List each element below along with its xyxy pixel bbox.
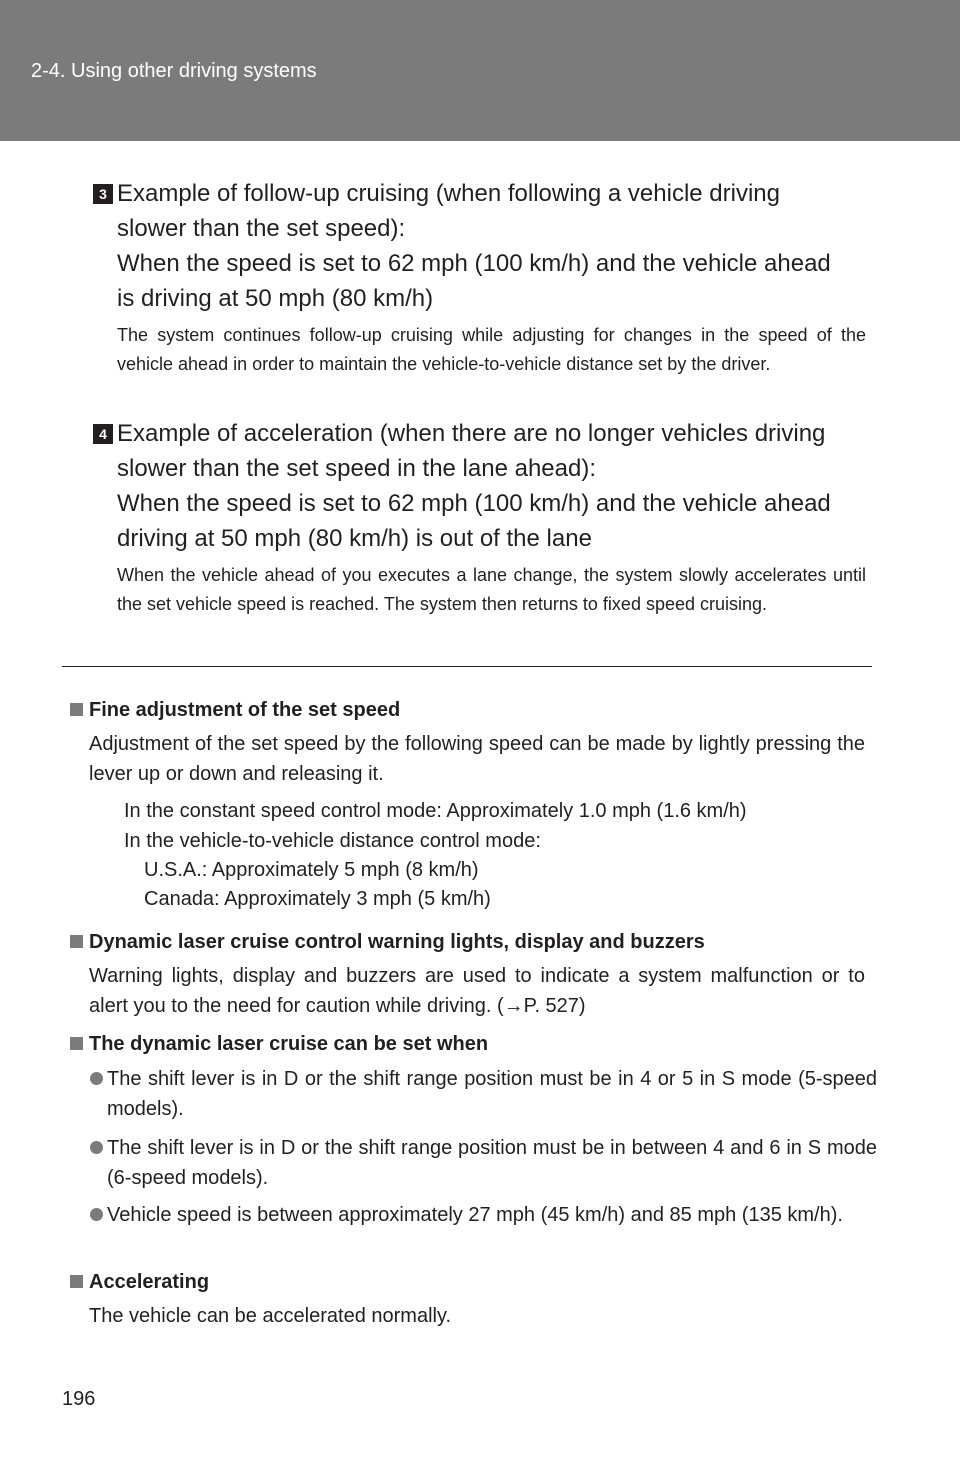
note-text: Warning lights, display and buzzers are used to indicate a system malfunction or to alert you to the need for caution while driving. (→P. 527)	[89, 965, 865, 1017]
example-acceleration	[117, 416, 866, 619]
page-number: 196	[62, 1388, 96, 1410]
distance-mode-label: In the vehicle-to-vehicle distance control mode:	[124, 830, 541, 852]
square-bullet-icon	[70, 703, 83, 716]
note-heading-text: The dynamic laser cruise can be set when	[89, 1033, 489, 1055]
example-description: The system continues follow-up cruising while adjusting for changes in the speed of the vehicle ahead in order to maintain the vehicle-to-vehicle distance set by the driver.	[117, 325, 866, 374]
example-title-line: When the speed is set to 62 mph (100 km/h) and the vehicle ahead	[117, 490, 831, 517]
note-heading	[70, 1269, 865, 1295]
square-bullet-icon	[70, 1275, 83, 1288]
constant-mode-value: In the constant speed control mode: Approximately 1.0 mph (1.6 km/h)	[124, 800, 747, 822]
note-warning-lights	[70, 929, 865, 1021]
circle-bullet-icon	[90, 1072, 103, 1085]
circle-bullet-icon	[90, 1141, 103, 1154]
square-bullet-icon	[70, 1037, 83, 1050]
note-heading-text: Fine adjustment of the set speed	[89, 699, 401, 721]
note-heading	[70, 929, 865, 955]
list-item-text: The shift lever is in D or the shift range position must be in between 4 and 6 in S mode (6-speed models).	[107, 1137, 877, 1189]
note-fine-adjustment	[70, 697, 865, 789]
step-badge-4: 4	[93, 424, 113, 444]
list-item	[90, 1064, 877, 1124]
step-badge-3: 3	[93, 184, 113, 204]
note-can-be-set	[70, 1031, 865, 1057]
circle-bullet-icon	[90, 1208, 103, 1221]
list-item-text: Vehicle speed is between approximately 27 mph (45 km/h) and 85 mph (135 km/h).	[107, 1204, 843, 1226]
page-header	[0, 0, 960, 141]
example-follow-up-cruising	[117, 176, 866, 379]
note-accelerating	[70, 1269, 865, 1331]
list-item	[90, 1200, 877, 1230]
example-title-line: slower than the set speed):	[117, 215, 406, 242]
example-title-line: When the speed is set to 62 mph (100 km/h) and the vehicle ahead	[117, 250, 831, 277]
example-title-line: Example of acceleration (when there are no longer vehicles driving	[117, 420, 826, 447]
usa-value: U.S.A.: Approximately 5 mph (8 km/h)	[144, 859, 479, 881]
example-title-line: Example of follow-up cruising (when following a vehicle driving	[117, 180, 780, 207]
note-text: Adjustment of the set speed by the following speed can be made by lightly pressing the lever up or down and releasing it.	[89, 733, 865, 785]
list-item	[90, 1133, 877, 1193]
note-heading-text: Dynamic laser cruise control warning lights, display and buzzers	[89, 931, 705, 953]
example-description: When the vehicle ahead of you executes a lane change, the system slowly accelerates until the set vehicle speed is reached. The system then returns to fixed speed cruising.	[117, 565, 866, 614]
canada-value: Canada: Approximately 3 mph (5 km/h)	[144, 888, 491, 910]
example-title-line: slower than the set speed in the lane ahead):	[117, 455, 596, 482]
example-title-line: driving at 50 mph (80 km/h) is out of the lane	[117, 525, 592, 552]
section-divider	[62, 666, 872, 667]
example-title	[117, 176, 866, 316]
example-title-line: is driving at 50 mph (80 km/h)	[117, 285, 434, 312]
square-bullet-icon	[70, 935, 83, 948]
note-heading	[70, 1031, 865, 1057]
note-heading	[70, 697, 865, 723]
note-heading-text: Accelerating	[89, 1271, 210, 1293]
example-title	[117, 416, 866, 556]
section-title: 2-4. Using other driving systems	[31, 60, 317, 82]
list-item-text: The shift lever is in D or the shift range position must be in 4 or 5 in S mode (5-speed models).	[107, 1068, 877, 1120]
note-text: The vehicle can be accelerated normally.	[89, 1305, 452, 1327]
